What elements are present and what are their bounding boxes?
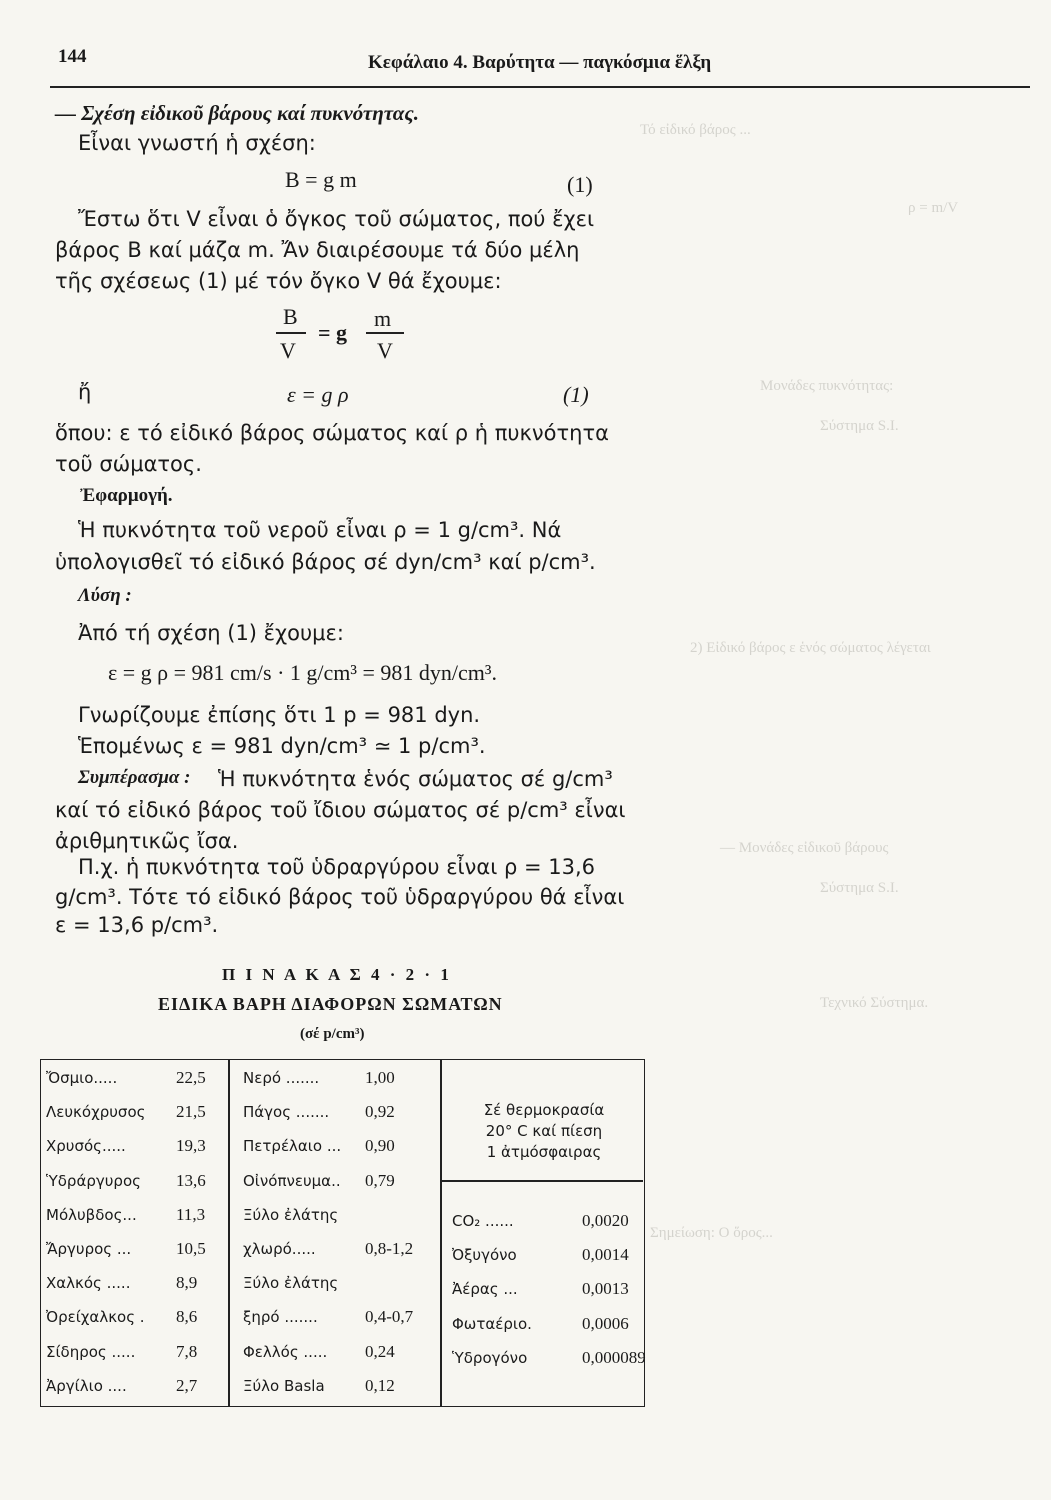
solid-name: Ὑδράργυρος: [46, 1171, 141, 1190]
gas-name: CO₂ ......: [452, 1212, 514, 1230]
liquid-value: 0,90: [365, 1136, 395, 1156]
liquid-value: 1,00: [365, 1068, 395, 1087]
solid-value: 13,6: [176, 1170, 206, 1190]
liquid-name: Ξύλο ἐλάτης: [243, 1205, 339, 1224]
example-line: Π.χ. ἡ πυκνότητα τοῦ ὑδραργύρου εἶναι ρ = 13,6: [78, 855, 596, 879]
definition-line: τοῦ σώματος.: [55, 452, 202, 476]
paragraph-line: τῆς σχέσεως (1) μέ τόν ὄγκο V θά ἔχουμε:: [55, 269, 502, 293]
liquid-name: Φελλός .....: [243, 1342, 328, 1361]
liquid-value: 0,92: [365, 1102, 395, 1122]
paragraph-line: Ἔστω ὅτι V εἶναι ὁ ὄγκος τοῦ σώματος, πού ἔχει: [78, 207, 595, 231]
section-title: — Σχέση εἰδικοῦ βάρους καί πυκνότητας.: [55, 101, 420, 125]
solid-value: 8,6: [176, 1307, 198, 1327]
table-unit: (σέ p/cm³): [300, 1026, 365, 1042]
solution-title: Λύση :: [78, 585, 132, 606]
fraction-bar: [366, 332, 404, 334]
row-divider: [440, 1180, 643, 1182]
fraction-numerator: B: [283, 304, 298, 329]
solid-name: Χαλκός .....: [46, 1274, 131, 1293]
header-rule: [50, 86, 1030, 88]
conclusion-line: ἀριθμητικῶς ἴσα.: [55, 829, 239, 853]
paragraph-line: βάρος B καί μάζα m. Ἄν διαιρέσουμε τά δύο μέλη: [55, 238, 580, 262]
solid-name: Λευκόχρυσος: [46, 1103, 146, 1122]
solution-equation: ε = g ρ = 981 cm/s · 1 g/cm³ = 981 dyn/cm³.: [108, 660, 497, 685]
equals-g: = g: [318, 320, 348, 345]
gas-value: 0,0020: [582, 1211, 629, 1230]
solid-name: Ἀργίλιο ....: [46, 1376, 127, 1395]
example-line: g/cm³. Τότε τό εἰδικό βάρος τοῦ ὑδραργύρου θά εἶναι: [55, 885, 625, 909]
gas-name: Ἀέρας ...: [452, 1280, 518, 1299]
liquid-name: Ξύλο ἐλάτης: [243, 1274, 339, 1293]
fraction-bar: [276, 332, 306, 334]
solid-name: Σίδηρος .....: [46, 1342, 136, 1361]
application-title: Ἐφαρμογή.: [80, 485, 173, 506]
table-subtitle: ΕΙΔΙΚΑ ΒΑΡΗ ΔΙΑΦΟΡΩΝ ΣΩΜΑΤΩΝ: [158, 994, 503, 1014]
equation-2-number: (1): [563, 382, 589, 407]
solid-value: 22,5: [176, 1068, 206, 1087]
gas-name: Φωταέριο.: [452, 1314, 532, 1333]
conclusion-line: καί τό εἰδικό βάρος τοῦ ἴδιου σώματος σέ p/cm³ εἶναι: [55, 798, 626, 822]
gas-value: 0,0006: [582, 1313, 629, 1333]
solid-name: Ὀρείχαλκος .: [46, 1308, 145, 1327]
liquid-name: Ξύλο Basla: [243, 1376, 325, 1395]
liquid-value: 0,12: [365, 1375, 395, 1395]
gas-value: 0,0013: [582, 1279, 629, 1299]
column-divider: [228, 1059, 230, 1407]
gas-value: 0,0014: [582, 1245, 629, 1265]
application-line: Ἡ πυκνότητα τοῦ νεροῦ εἶναι ρ = 1 g/cm³. Νά: [78, 518, 562, 542]
solution-line: Ἀπό τή σχέση (1) ἔχουμε:: [78, 621, 344, 645]
definition-line: ὅπου: ε τό εἰδικό βάρος σώματος καί ρ ἡ πυκνότητα: [55, 421, 609, 445]
solid-value: 21,5: [176, 1102, 206, 1122]
solid-value: 10,5: [176, 1239, 206, 1258]
gas-name: Ὑδρογόνο: [452, 1348, 528, 1367]
solution-line: Γνωρίζουμε ἐπίσης ὅτι 1 p = 981 dyn.: [78, 703, 481, 727]
condition-line: 1 ἀτμόσφαιρας: [486, 1143, 602, 1161]
gas-name: Ὀξυγόνο: [452, 1246, 517, 1265]
liquid-value: 0,8-1,2: [365, 1239, 414, 1258]
solid-name: Ἄργυρος ...: [46, 1240, 132, 1258]
column-divider: [440, 1059, 442, 1407]
solid-value: 7,8: [176, 1341, 198, 1361]
solid-name: Χρυσός.....: [46, 1137, 126, 1156]
liquid-value: 0,24: [365, 1341, 395, 1361]
or-word: ἤ: [78, 380, 92, 404]
equation-2: ε = g ρ: [287, 382, 349, 407]
page-number: 144: [58, 46, 87, 67]
fraction-denominator: V: [377, 338, 393, 363]
liquid-name: Πετρέλαιο ...: [243, 1137, 342, 1156]
conclusion-title: Συμπέρασμα :: [78, 767, 191, 788]
chapter-title: Κεφάλαιο 4. Βαρύτητα — παγκόσμια ἕλξη: [368, 52, 712, 73]
liquid-name: Πάγος .......: [243, 1103, 330, 1122]
solid-value: 11,3: [176, 1204, 206, 1224]
liquid-name: Οἰνόπνευμα..: [243, 1171, 341, 1190]
solid-name: Ὄσμιο.....: [46, 1069, 118, 1087]
solid-value: 8,9: [176, 1273, 198, 1293]
equation-1-number: (1): [567, 172, 593, 197]
solid-name: Μόλυβδος...: [46, 1205, 137, 1224]
liquid-name: χλωρό.....: [243, 1240, 316, 1258]
condition-line: Σέ θερμοκρασία: [483, 1101, 605, 1119]
condition-line: 20° C καί πίεση: [485, 1122, 603, 1140]
solid-value: 19,3: [176, 1136, 206, 1156]
gas-value: 0,000089: [582, 1347, 646, 1367]
solid-value: 2,7: [176, 1375, 198, 1395]
bleed-through: Τό εἰδικό βάρος ... ρ = m/V Μονάδες πυκνότητας: Σύστημα S.I. 2) Εἰδικό βάρος ε ἑνός σώματος λέγεται — Μονάδες εἰδικοῦ βάρους Σύστημα S.I. Τεχνικό Σύστημα. Σημείωση: Ο ὅρος...: [640, 122, 959, 1241]
application-line: ὑπολογισθεῖ τό εἰδικό βάρος σέ dyn/cm³ καί p/cm³.: [55, 550, 596, 574]
fraction-denominator: V: [280, 338, 296, 363]
conclusion-line: Ἡ πυκνότητα ἑνός σώματος σέ g/cm³: [218, 767, 613, 791]
liquid-name: Νερό .......: [243, 1069, 320, 1087]
intro-text: Εἶναι γνωστή ἡ σχέση:: [78, 131, 316, 155]
equation-1: B = g m: [285, 167, 357, 192]
solution-line: Ἑπομένως ε = 981 dyn/cm³ ≃ 1 p/cm³.: [78, 734, 486, 758]
table-title: Π Ι Ν Α Κ Α Σ 4 · 2 · 1: [222, 965, 452, 984]
liquid-name: ξηρό .......: [243, 1308, 318, 1327]
example-line: ε = 13,6 p/cm³.: [55, 913, 219, 937]
liquid-value: 0,4-0,7: [365, 1307, 414, 1327]
fraction-numerator: m: [374, 306, 392, 331]
liquid-value: 0,79: [365, 1170, 395, 1190]
